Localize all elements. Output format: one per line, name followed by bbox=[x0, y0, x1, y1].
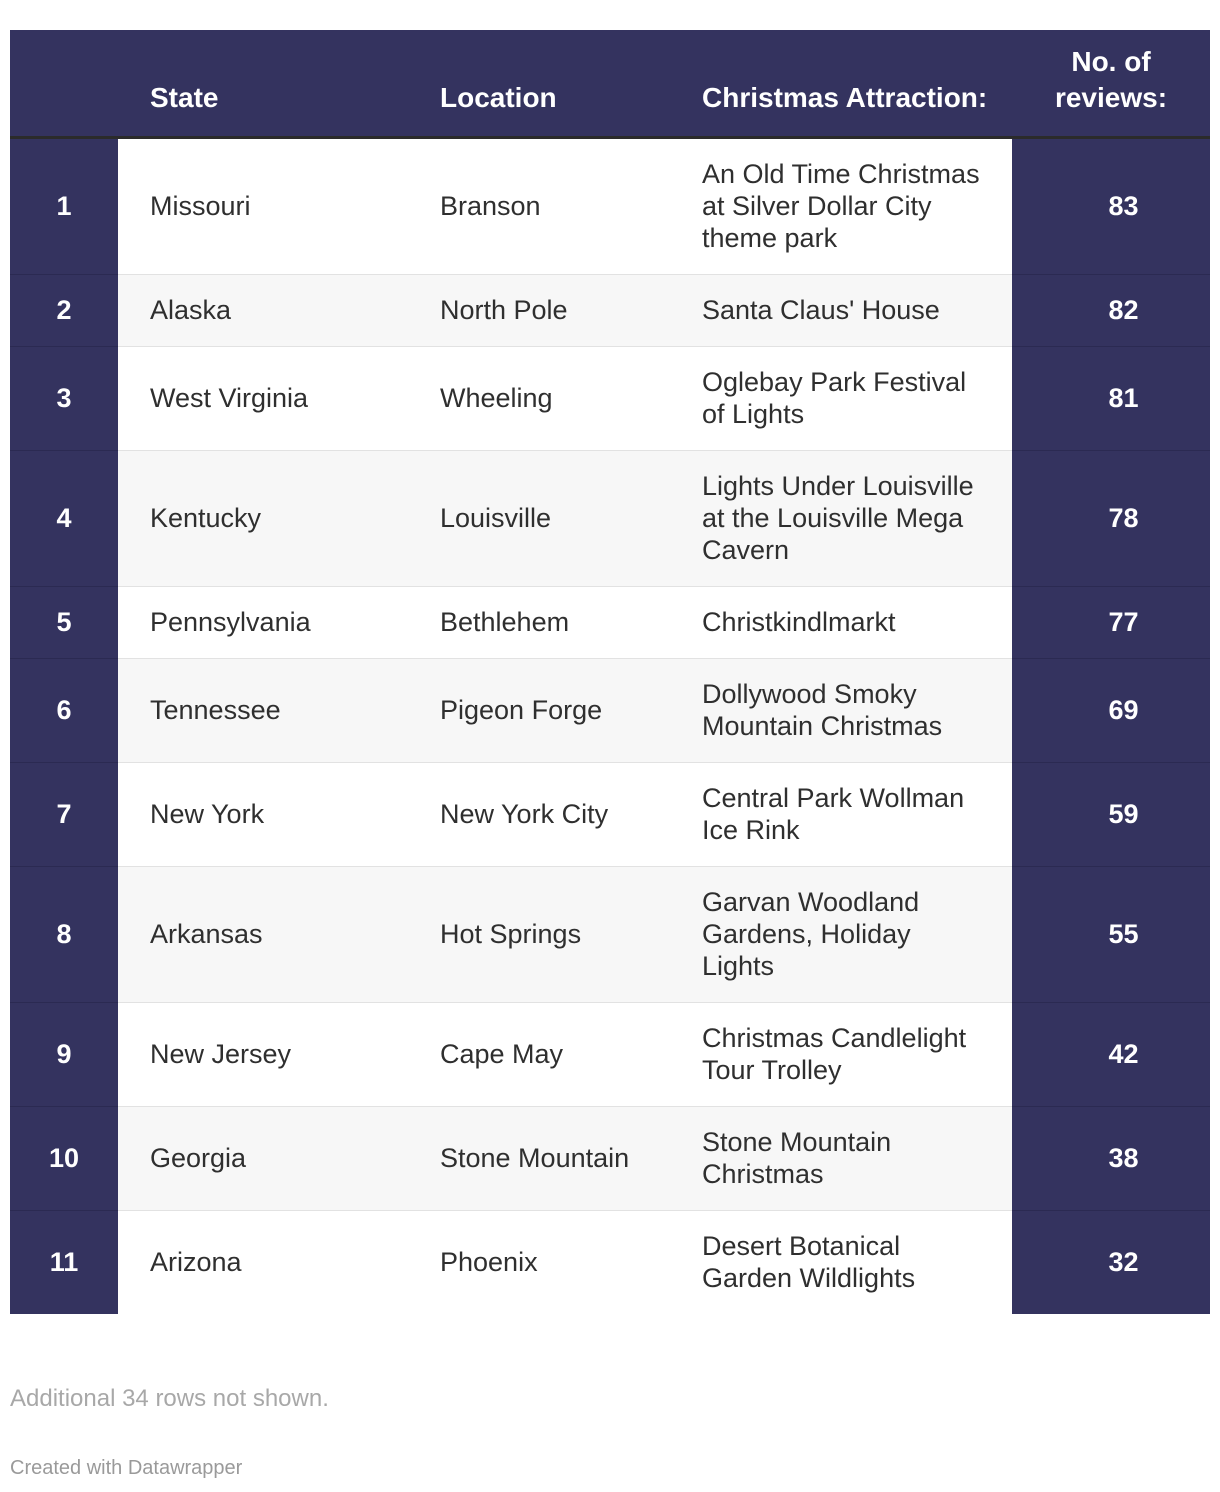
rank-cell: 6 bbox=[10, 658, 118, 762]
reviews-cell: 32 bbox=[1012, 1210, 1210, 1314]
attraction-cell: Santa Claus' House bbox=[659, 274, 1012, 346]
rows-not-shown-note: Additional 34 rows not shown. bbox=[10, 1385, 329, 1412]
reviews-cell: 42 bbox=[1012, 1002, 1210, 1106]
table-row bbox=[10, 274, 1210, 346]
reviews-cell: 78 bbox=[1012, 450, 1210, 586]
state-cell: Tennessee bbox=[118, 658, 408, 762]
attraction-cell: An Old Time Christmas at Silver Dollar City theme park bbox=[659, 137, 1012, 274]
location-cell: Louisville bbox=[408, 450, 659, 586]
state-cell: Kentucky bbox=[118, 450, 408, 586]
rank-cell: 4 bbox=[10, 450, 118, 586]
attraction-cell: Garvan Woodland Gardens, Holiday Lights bbox=[659, 866, 1012, 1002]
rank-cell: 7 bbox=[10, 762, 118, 866]
state-cell: New Jersey bbox=[118, 1002, 408, 1106]
attraction-cell: Dollywood Smoky Mountain Christmas bbox=[659, 658, 1012, 762]
reviews-cell: 59 bbox=[1012, 762, 1210, 866]
table-row bbox=[10, 346, 1210, 450]
table-row bbox=[10, 1210, 1210, 1314]
location-cell: Bethlehem bbox=[408, 586, 659, 658]
table-header bbox=[10, 30, 1210, 137]
attraction-cell: Lights Under Louisville at the Louisville Mega Cavern bbox=[659, 450, 1012, 586]
reviews-cell: 82 bbox=[1012, 274, 1210, 346]
attraction-cell: Oglebay Park Festival of Lights bbox=[659, 346, 1012, 450]
header-attraction[interactable]: Christmas Attraction: bbox=[659, 30, 1012, 137]
location-cell: Phoenix bbox=[408, 1210, 659, 1314]
location-cell: North Pole bbox=[408, 274, 659, 346]
rank-cell: 5 bbox=[10, 586, 118, 658]
location-cell: Stone Mountain bbox=[408, 1106, 659, 1210]
state-cell: Georgia bbox=[118, 1106, 408, 1210]
location-cell: Hot Springs bbox=[408, 866, 659, 1002]
state-cell: Arizona bbox=[118, 1210, 408, 1314]
christmas-attractions-table bbox=[10, 30, 1210, 1314]
state-cell: West Virginia bbox=[118, 346, 408, 450]
reviews-cell: 69 bbox=[1012, 658, 1210, 762]
rank-cell: 10 bbox=[10, 1106, 118, 1210]
state-cell: Missouri bbox=[118, 137, 408, 274]
reviews-cell: 77 bbox=[1012, 586, 1210, 658]
state-cell: Alaska bbox=[118, 274, 408, 346]
reviews-cell: 38 bbox=[1012, 1106, 1210, 1210]
table-row bbox=[10, 586, 1210, 658]
rank-cell: 9 bbox=[10, 1002, 118, 1106]
table-row bbox=[10, 658, 1210, 762]
data-table-container bbox=[10, 30, 1210, 1314]
state-cell: Pennsylvania bbox=[118, 586, 408, 658]
rank-cell: 1 bbox=[10, 137, 118, 274]
attraction-cell: Stone Mountain Christmas bbox=[659, 1106, 1012, 1210]
rank-cell: 3 bbox=[10, 346, 118, 450]
attraction-cell: Desert Botanical Garden Wildlights bbox=[659, 1210, 1012, 1314]
table-row bbox=[10, 1002, 1210, 1106]
header-row bbox=[10, 30, 1210, 137]
datawrapper-credit[interactable]: Created with Datawrapper bbox=[10, 1457, 243, 1479]
reviews-cell: 55 bbox=[1012, 866, 1210, 1002]
location-cell: New York City bbox=[408, 762, 659, 866]
reviews-cell: 81 bbox=[1012, 346, 1210, 450]
table-row bbox=[10, 450, 1210, 586]
state-cell: New York bbox=[118, 762, 408, 866]
attraction-cell: Central Park Wollman Ice Rink bbox=[659, 762, 1012, 866]
rank-cell: 8 bbox=[10, 866, 118, 1002]
attraction-cell: Christmas Candlelight Tour Trolley bbox=[659, 1002, 1012, 1106]
location-cell: Wheeling bbox=[408, 346, 659, 450]
table-row bbox=[10, 762, 1210, 866]
rank-cell: 2 bbox=[10, 274, 118, 346]
header-rank[interactable] bbox=[10, 30, 118, 137]
location-cell: Pigeon Forge bbox=[408, 658, 659, 762]
header-reviews[interactable]: No. of reviews: bbox=[1012, 30, 1210, 137]
header-location[interactable]: Location bbox=[408, 30, 659, 137]
rank-cell: 11 bbox=[10, 1210, 118, 1314]
attraction-cell: Christkindlmarkt bbox=[659, 586, 1012, 658]
header-state[interactable]: State bbox=[118, 30, 408, 137]
location-cell: Branson bbox=[408, 137, 659, 274]
table-row bbox=[10, 1106, 1210, 1210]
table-row bbox=[10, 137, 1210, 274]
table-body bbox=[10, 137, 1210, 1314]
state-cell: Arkansas bbox=[118, 866, 408, 1002]
reviews-cell: 83 bbox=[1012, 137, 1210, 274]
table-row bbox=[10, 866, 1210, 1002]
location-cell: Cape May bbox=[408, 1002, 659, 1106]
